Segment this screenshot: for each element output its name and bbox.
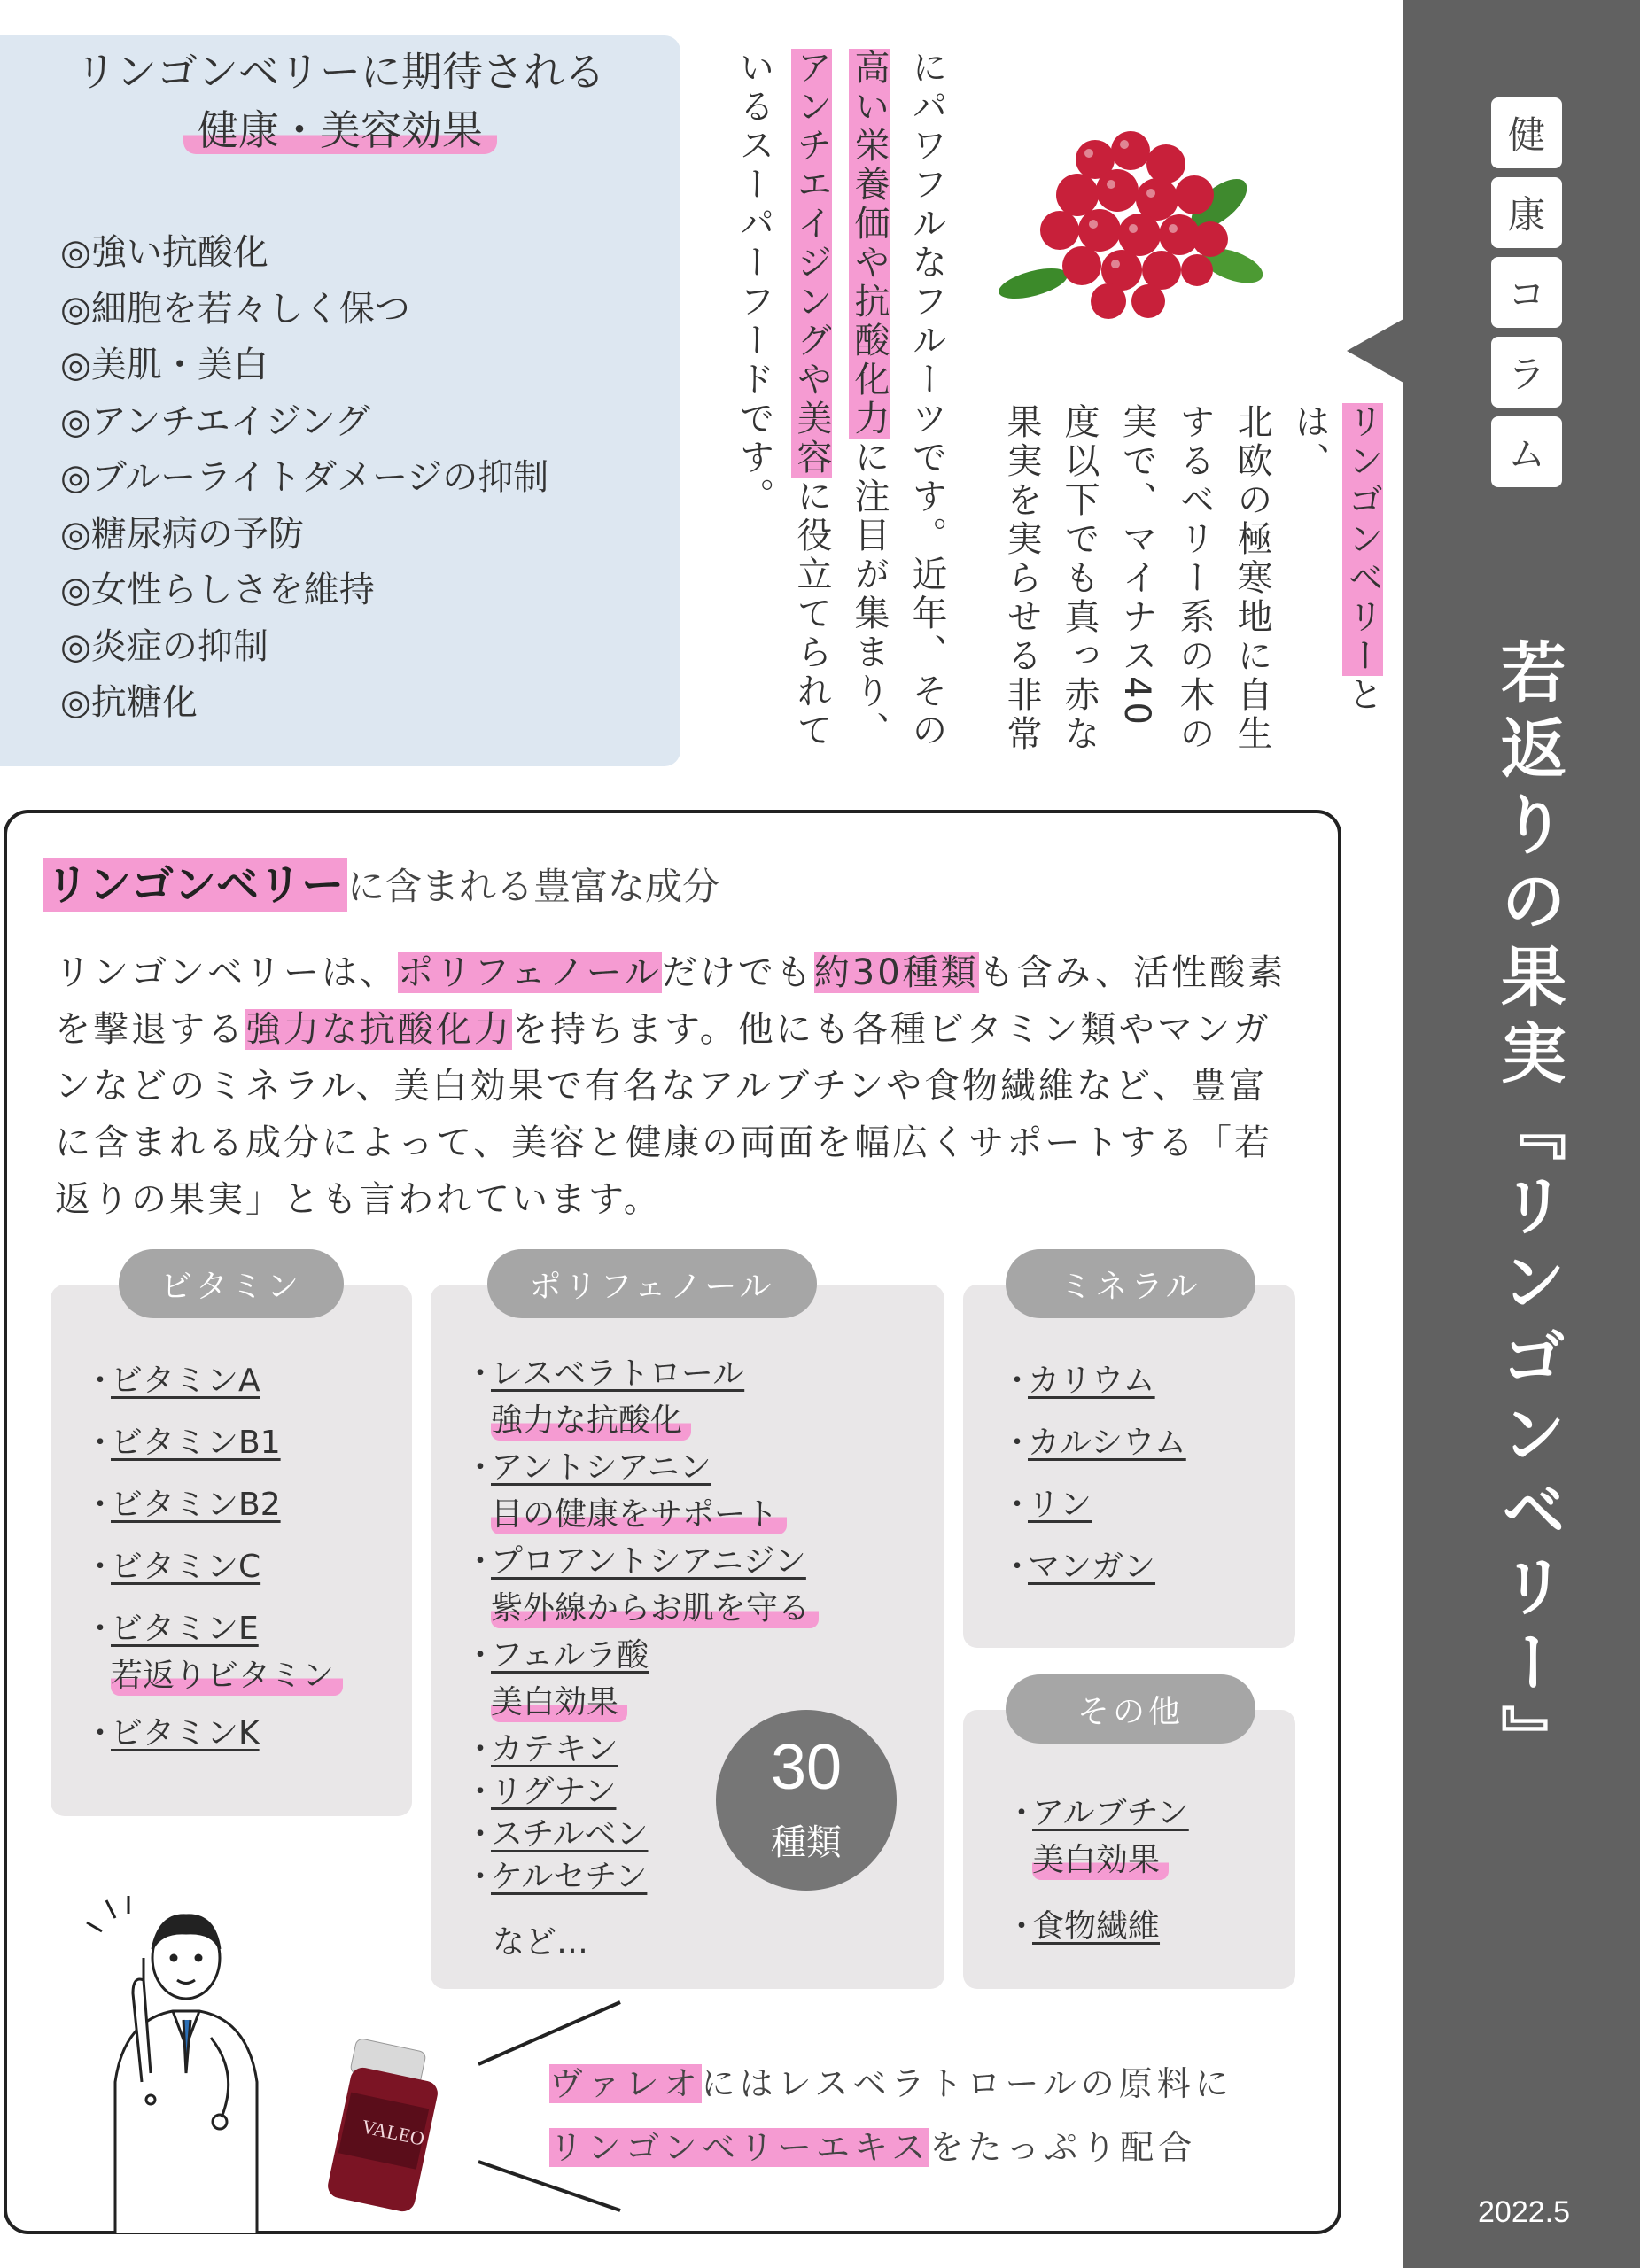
mineral-label: ミネラル <box>1006 1249 1255 1318</box>
other-list <box>1006 1788 1189 1954</box>
intro-column: いるスーパーフードです。 <box>734 49 774 517</box>
count-badge <box>716 1710 897 1891</box>
list-item <box>464 1630 819 1724</box>
item-name: スチルベン <box>491 1816 649 1852</box>
highlight: 強力な抗酸化力 <box>245 1009 512 1050</box>
item-name: ビタミンB2 <box>111 1487 281 1523</box>
bottle-label: VALEO <box>360 2115 427 2150</box>
intro-column <box>1283 403 1389 784</box>
list-item <box>1001 1418 1186 1480</box>
highlight: ポリフェノール <box>398 952 662 993</box>
item-name: アントシアニン <box>491 1449 711 1486</box>
badge-number: 30 <box>770 1732 843 1803</box>
highlight: リンゴンベリーエキス <box>549 2128 930 2167</box>
item-name: リグナン <box>491 1774 617 1810</box>
intro-column: するベリー系の木の <box>1174 403 1215 754</box>
item-note: 強力な抗酸化 <box>491 1395 691 1441</box>
ingredients-title <box>43 850 719 912</box>
intro-column: にパワフルなフルーツです。近年、その <box>906 49 947 750</box>
item-name: ビタミンA <box>111 1363 260 1399</box>
highlight: アンチエイジングや美容 <box>791 49 832 478</box>
list-item <box>84 1418 343 1480</box>
item-note: 美白効果 <box>1032 1835 1169 1880</box>
item-name: アルブチン <box>1032 1795 1189 1831</box>
list-item <box>1001 1480 1186 1542</box>
list-item <box>84 1708 343 1770</box>
item-note: 目の健康をサポート <box>491 1489 787 1534</box>
doctor-illustration <box>62 1896 292 2233</box>
intro-column <box>785 49 838 750</box>
intro-column: 度以下でも真っ赤な <box>1059 403 1100 754</box>
highlight: リンゴンベリー <box>43 858 347 912</box>
list-item <box>464 1348 819 1442</box>
benefit-item: ◎美肌・美白 <box>60 345 268 385</box>
list-item <box>84 1480 343 1542</box>
highlight: ヴァレオ <box>549 2064 702 2103</box>
item-note: 紫外線からお肌を守る <box>491 1583 819 1628</box>
benefits-title-line2: 健康・美容効果 <box>183 106 497 154</box>
item-note: 美白効果 <box>491 1677 627 1722</box>
item-name: カルシウム <box>1028 1425 1186 1461</box>
item-name: リン <box>1028 1487 1092 1523</box>
benefit-item: ◎ブルーライトダメージの抑制 <box>60 457 549 498</box>
item-name: ビタミンK <box>111 1715 260 1751</box>
product-callout <box>549 2052 1233 2179</box>
list-item <box>84 1355 343 1418</box>
list-item <box>464 1442 819 1536</box>
item-name: 食物繊維 <box>1032 1908 1161 1945</box>
list-item <box>84 1604 343 1708</box>
item-name: ビタミンE <box>111 1611 259 1647</box>
list-item <box>464 1536 819 1630</box>
other-label: その他 <box>1006 1674 1255 1744</box>
polyphenol-etc: など… <box>493 1924 589 1961</box>
para-text: だけでも <box>661 952 814 993</box>
polyphenol-label: ポリフェノール <box>487 1249 817 1318</box>
para-text: も含み、活性酸素を撃退する <box>55 952 1286 1050</box>
highlight: 約30種類 <box>813 952 979 993</box>
item-name: ビタミンC <box>111 1549 261 1585</box>
benefit-item: ◎炎症の抑制 <box>60 625 268 667</box>
benefit-item: ◎アンチエイジング <box>60 400 370 442</box>
tag-char: ラ <box>1491 337 1562 408</box>
list-item <box>84 1542 343 1604</box>
callout-text: をたっぷり配合 <box>929 2128 1197 2167</box>
benefit-item: ◎強い抗酸化 <box>60 232 268 273</box>
badge-unit: 種類 <box>771 1822 842 1863</box>
benefit-item: ◎細胞を若々しく保つ <box>60 288 410 330</box>
item-name: レスベラトロール <box>491 1355 745 1392</box>
lingonberry-image <box>998 124 1263 328</box>
intro-column <box>843 49 896 750</box>
intro-column: 果実を実らせる非常 <box>1001 403 1042 754</box>
column-tag <box>1491 97 1562 496</box>
para-text: リンゴンベリーは、 <box>55 952 398 993</box>
vitamin-label: ビタミン <box>119 1249 344 1318</box>
benefits-title <box>0 43 680 159</box>
intro-text-part: とは、 <box>1289 403 1383 715</box>
callout-line <box>549 2116 1233 2179</box>
ingredients-title-rest: に含まれる豊富な成分 <box>347 865 720 908</box>
tag-char: ム <box>1491 416 1562 487</box>
intro-column: 北欧の極寒地に自生 <box>1232 403 1272 754</box>
benefits-list <box>60 225 548 732</box>
para-text: を持ちます。他にも各種ビタミン類やマンガンなどのミネラル、美白効果で有名なアルブチンや食物繊維など、豊富に含まれる成分によって、美容と健康の両面を幅広くサポートする「若返りの果実」とも言われています。 <box>55 1009 1272 1220</box>
page-title: 若返りの果実『リンゴンベリー』 <box>1490 638 1566 1781</box>
ingredients-paragraph <box>55 944 1286 1228</box>
list-item <box>1001 1355 1186 1418</box>
list-item <box>1006 1788 1189 1901</box>
item-name: カリウム <box>1028 1363 1155 1399</box>
intro-column: 実で、マイナス40 <box>1116 403 1157 728</box>
mineral-list <box>1001 1355 1186 1604</box>
intro-text-part: に注目が集まり、 <box>849 439 890 750</box>
highlight: リンゴンベリー <box>1342 403 1383 676</box>
callout-text: にはレスベラトロールの原料に <box>701 2064 1233 2103</box>
item-name: カテキン <box>491 1731 618 1767</box>
item-name: フェルラ酸 <box>491 1637 649 1674</box>
tag-char: 健 <box>1491 97 1562 168</box>
benefit-item: ◎糖尿病の予防 <box>60 513 304 555</box>
vitamin-list <box>84 1355 343 1770</box>
intro-text-part: に役立てられて <box>791 478 832 750</box>
list-item <box>1006 1901 1189 1954</box>
speech-pointer <box>1347 319 1403 383</box>
item-name: プロアントシアニジン <box>491 1543 806 1580</box>
tag-char: コ <box>1491 257 1562 328</box>
item-name: マンガン <box>1028 1549 1156 1585</box>
list-item <box>1001 1542 1186 1604</box>
tag-char: 康 <box>1491 177 1562 248</box>
benefit-item: ◎女性らしさを維持 <box>60 570 375 610</box>
supplement-bottle-image <box>326 2038 459 2215</box>
item-name: ケルセチン <box>491 1859 648 1895</box>
benefits-title-line1: リンゴンベリーに期待される <box>75 48 605 96</box>
item-note: 若返りビタミン <box>111 1651 343 1696</box>
issue-date: 2022.5 <box>1478 2195 1570 2229</box>
item-name: ビタミンB1 <box>111 1425 281 1461</box>
benefit-item: ◎抗糖化 <box>60 682 198 723</box>
highlight: 高い栄養価や抗酸化力 <box>849 49 890 439</box>
callout-line <box>549 2052 1233 2116</box>
